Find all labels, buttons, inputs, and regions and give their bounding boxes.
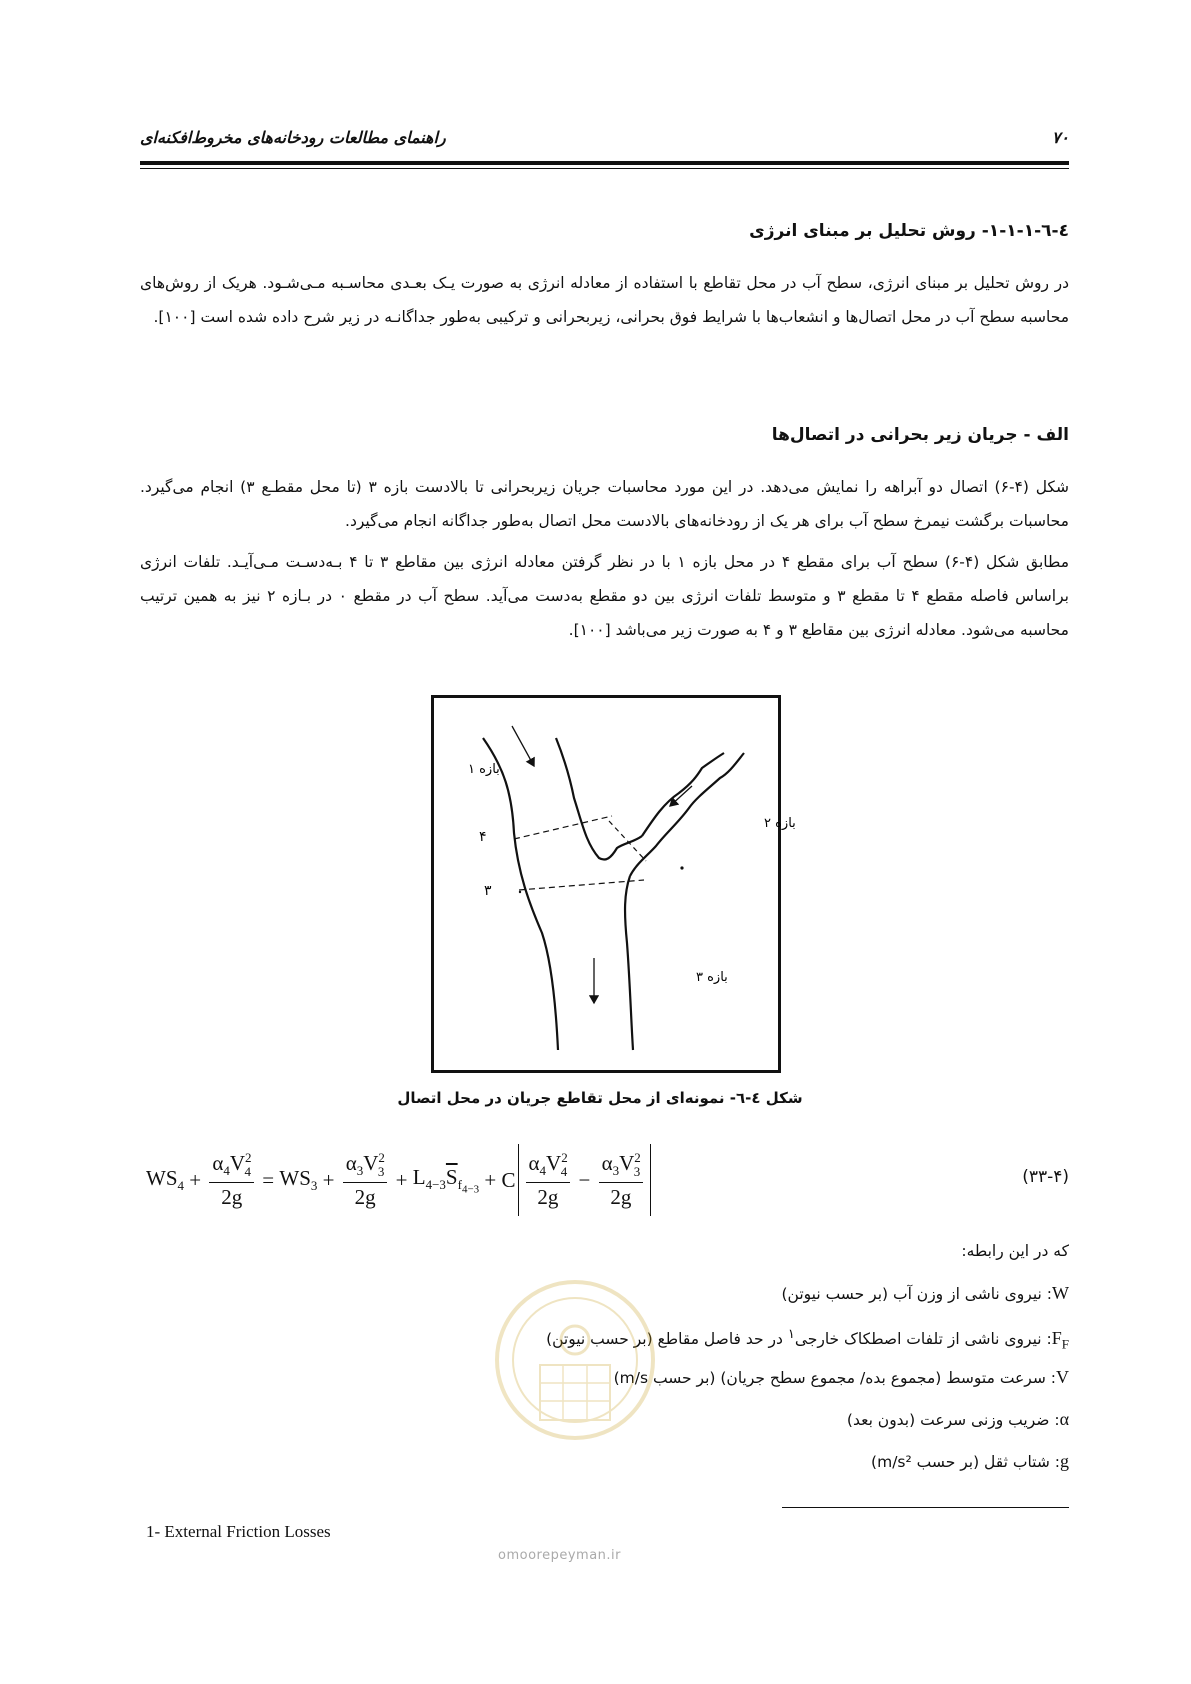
eq-loss: $L_{4-3}\overline{S}_{f_{4-3}}$ — [412, 1164, 480, 1196]
flow-arrow-reach1 — [512, 726, 534, 766]
definition-v: V: سرعت متوسط (مجموع بده/ مجموع سطح جریان) (بر حسب m/s) — [613, 1367, 1069, 1387]
equation-number: (۳۳-۴) — [1022, 1167, 1069, 1187]
eq-ws3: $WS_3$ — [279, 1165, 318, 1194]
header-rule-thin — [140, 168, 1069, 169]
energy-equation: $WS_4$ + $\frac{\alpha_4V^2_4}{2g}$ = $WS_3$ + $\frac{\alpha_3V^2_3}{2g}$ + $L_{4-3}\overline{S}_{f_{4-3}}$ + C $\frac{\alpha_4V^2_4}{2g}$ − $\frac{\alpha_3V^2_3}{2g}$ — [146, 1140, 651, 1220]
eq-c: C — [501, 1167, 516, 1192]
label-reach-2: بازه ۲ — [764, 816, 796, 831]
page-number: ۷۰ — [1051, 128, 1069, 147]
label-reach-1: بازه ۱ — [468, 762, 500, 777]
definition-g: g: شتاب ثقل (بر حسب m/s²) — [871, 1451, 1069, 1471]
junction-diagram — [434, 698, 796, 1070]
definitions-intro: که در این رابطه: — [961, 1242, 1069, 1260]
footnote: 1- External Friction Losses — [146, 1522, 331, 1541]
eq-frac-alpha3: $\frac{\alpha_3V^2_3}{2g}$ — [343, 1150, 388, 1209]
label-section-3: ۳ — [484, 883, 492, 899]
definition-w: W: نیروی ناشی از وزن آب (بر حسب نیوتن) — [781, 1283, 1069, 1303]
subsection-heading: الف - جریان زیر بحرانی در اتصال‌ها — [771, 425, 1069, 445]
marker-dot — [519, 891, 521, 893]
definition-ff: $F_F$: نیروی ناشی از تلفات اصطکاک خارجی$^۱$ در حد فاصل مقاطع (بر حسب نیوتن) — [546, 1327, 1069, 1352]
footnote-rule — [782, 1507, 1069, 1508]
eq-ws4: $WS_4$ — [146, 1165, 184, 1194]
reach1-right-bank — [556, 738, 642, 860]
running-header-title: راهنمای مطالعات رودخانه‌های مخروط‌افکنه‌ای — [140, 128, 446, 147]
definition-alpha: α: ضریب وزنی سرعت (بدون بعد) — [846, 1409, 1069, 1429]
marker-dot — [680, 866, 683, 869]
intro-paragraph — [140, 266, 1069, 334]
reach2-lower-bank — [630, 753, 744, 876]
watermark-seal-icon — [490, 1270, 660, 1450]
eq-abs-term: $\frac{\alpha_4V^2_4}{2g}$ − $\frac{\alpha_3V^2_3}{2g}$ — [518, 1144, 652, 1216]
label-reach-3: بازه ۳ — [696, 970, 728, 985]
eq-frac-alpha4: $\frac{\alpha_4V^2_4}{2g}$ — [209, 1150, 254, 1209]
left-bank — [483, 738, 558, 1050]
watermark-url: omoorepeyman.ir — [498, 1548, 621, 1563]
paragraph-1-text: شکل (۴-۶) اتصال دو آبراهه را نمایش می‌دهد. در این مورد محاسبات جریان زیربحرانی تا بالادست بازه ۳ (تا محل مقطـع ۳) انجام می‌گیرد. محاسبات برگشت نیمرخ سطح آب برای هر یک از رودخانه‌های بالادست محل اتصال به‌طور جداگانه انجام می‌گیرد. — [140, 478, 1069, 530]
label-section-4: ۴ — [479, 829, 487, 845]
header-rule-thick — [140, 161, 1069, 165]
paragraph-2 — [140, 545, 1069, 647]
reach3-right-bank — [625, 876, 633, 1050]
paragraph-1 — [140, 470, 1069, 538]
section-4-line — [514, 816, 612, 839]
section-3-line — [519, 880, 644, 890]
section-heading: ٤-٦-١-١-١- روش تحلیل بر مبنای انرژی — [749, 221, 1069, 241]
paragraph-2-text: مطابق شکل (۴-۶) سطح آب برای مقطع ۴ در محل بازه ۱ با در نظر گرفتن معادله انرژی بین مقاطع ۳ تا ۴ بـه‌دسـت مـی‌آیـد. تلفات انرژی براساس فاصله مقطع ۴ تا مقطع ۳ و متوسط تلفات انرژی بین دو مقطع به‌دست می‌آید. سطح آب در مقطع ۰ در بـازه ۲ نیز به همین ترتیب محاسبه می‌شود. معادله انرژی بین مقاطع ۳ و ۴ به صورت زیر می‌باشد [۱۰۰]. — [140, 553, 1070, 639]
junction-figure — [431, 695, 796, 1073]
junction-diagonal — [609, 821, 646, 861]
figure-caption: شکل ٤-٦- نمونه‌ای از محل تقاطع جریان در محل اتصال — [397, 1089, 803, 1107]
intro-text: در روش تحلیل بر مبنای انرژی، سطح آب در محل تقاطع با استفاده از معادله انرژی به صورت یـک بعـدی محاسـبه مـی‌شـود. هریک از روش‌های محاسبه سطح آب در محل اتصال‌ها و انشعاب‌ها با شرایط فوق بحرانی، زیربحرانی و ترکیبی به‌طور جداگانـه در زیر شرح داده شده است [۱۰۰]. — [140, 274, 1069, 326]
